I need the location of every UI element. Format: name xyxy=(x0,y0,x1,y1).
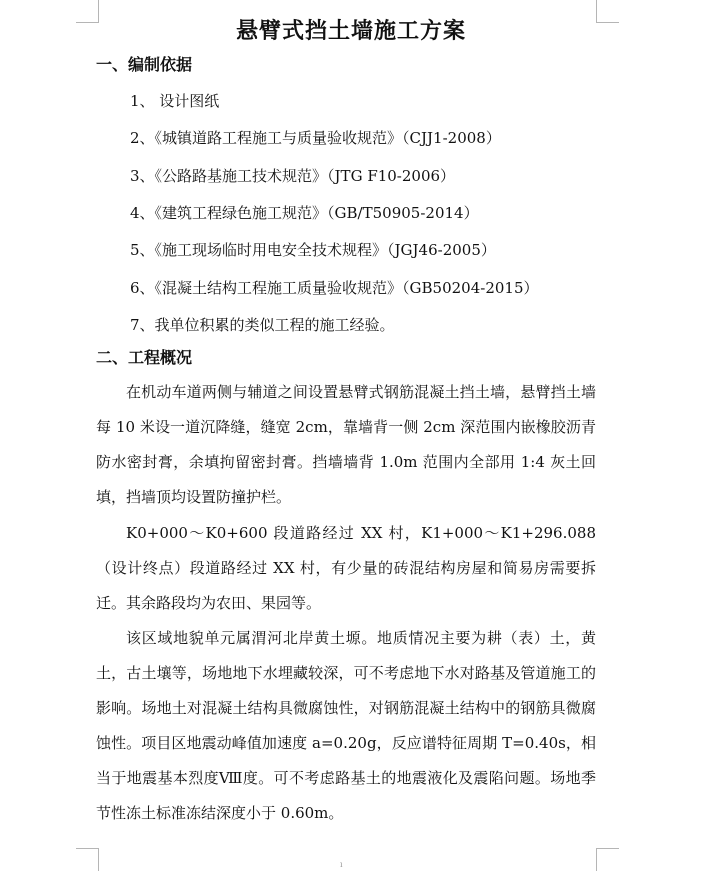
page-corner-bottom-left xyxy=(76,848,99,871)
reference-item-5: 5、《施工现场临时用电安全技术规程》（JGJ46-2005） xyxy=(130,241,496,259)
document-title: 悬臂式挡土墙施工方案 xyxy=(235,18,466,44)
section-heading-overview: 二、工程概况 xyxy=(96,348,193,367)
reference-item-1: 1、 设计图纸 xyxy=(130,92,220,110)
section-heading-basis: 一、编制依据 xyxy=(96,55,193,74)
overview-paragraph-1: 在机动车道两侧与辅道之间设置悬臂式钢筋混凝土挡土墙，悬臂挡土墙每 10 米设一道沉降缝，缝宽 2cm，靠墙背一侧 2cm 深范围内嵌橡胶沥青防水密封膏，余填拘留密封膏。挡墙墙背 1.0m 范围内全部用 1:4 灰土回填，挡墙顶均设置防撞护栏。 xyxy=(96,383,596,506)
reference-item-7: 7、我单位积累的类似工程的施工经验。 xyxy=(130,316,395,334)
reference-item-6: 6、《混凝土结构工程施工质量验收规范》（GB50204-2015） xyxy=(130,279,539,297)
reference-item-3: 3、《公路路基施工技术规范》（JTG F10-2006） xyxy=(130,167,456,185)
reference-item-2: 2、《城镇道路工程施工与质量验收规范》（CJJ1-2008） xyxy=(130,129,501,147)
overview-paragraph-2: K0+000～K0+600 段道路经过 XX 村，K1+000～K1+296.088（设计终点）段道路经过 XX 村，有少量的砖混结构房屋和简易房需要拆迁。其余路段均为农田、果园等。 xyxy=(96,524,596,612)
page-mark: ı xyxy=(340,860,343,869)
reference-item-4: 4、《建筑工程绿色施工规范》（GB/T50905-2014） xyxy=(130,204,479,222)
overview-paragraph-3: 该区域地貌单元属渭河北岸黄土塬。地质情况主要为耕（表）土，黄土，古土壤等，场地地下水埋藏较深，可不考虑地下水对路基及管道施工的影响。场地土对混凝土结构具微腐蚀性，对钢筋混凝土结构中的钢筋具微腐蚀性。项目区地震动峰值加速度 a=0.20g，反应谱特征周期 T=0.40s，相当于地震基本烈度Ⅷ度。可不考虑路基土的地震液化及震陷问题。场地季节性冻土标准冻结深度小于 0.60m。 xyxy=(96,629,596,822)
page-corner-bottom-right xyxy=(596,848,619,871)
